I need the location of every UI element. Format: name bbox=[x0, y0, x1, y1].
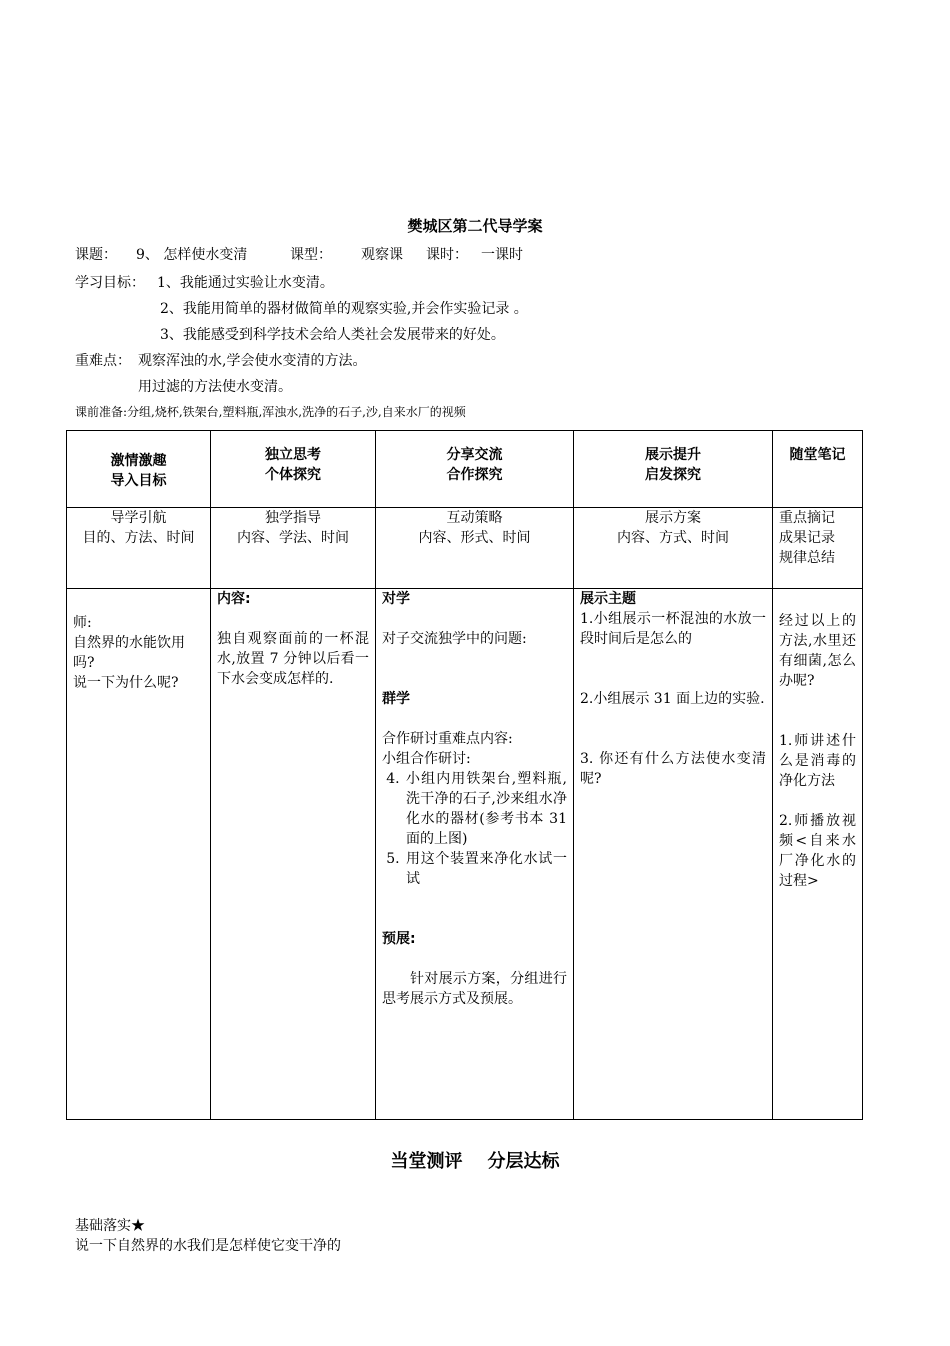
body-cell-3 bbox=[376, 589, 574, 1120]
hours-label: 课时： bbox=[426, 247, 468, 263]
note-1: 1.师讲述什么是消毒的净化方法 bbox=[779, 733, 856, 789]
subheader-4-line-1: 展示方案 bbox=[645, 510, 701, 526]
subheader-3-line-2: 内容、形式、时间 bbox=[418, 530, 531, 546]
body-cell-4 bbox=[574, 589, 773, 1120]
preview-text: 针对展示方案，分组进行思考展示方式及预展。 bbox=[382, 971, 567, 1007]
lesson-table bbox=[66, 430, 863, 1120]
subheader-1-line-2: 目的、方法、时间 bbox=[82, 530, 195, 546]
group-task-list bbox=[382, 769, 567, 889]
topic-label: 课题： bbox=[75, 247, 117, 263]
subheader-2-line-2: 内容、学法、时间 bbox=[237, 530, 349, 546]
goals-label: 学习目标： bbox=[75, 275, 145, 291]
body-cell-1 bbox=[67, 589, 211, 1120]
type-value: 观察课 bbox=[361, 247, 403, 263]
header-1-line-2: 导入目标 bbox=[110, 473, 167, 489]
key-point-1: 观察浑浊的水,学会使水变清的方法。 bbox=[138, 353, 367, 369]
subheader-cell-4 bbox=[574, 508, 773, 589]
question-why: 说一下为什么呢? bbox=[73, 675, 179, 691]
subheader-5-line-1: 重点摘记 bbox=[779, 510, 835, 526]
show-topic-label: 展示主题 bbox=[580, 591, 636, 607]
assessment-question: 说一下自然界的水我们是怎样使它变干净的 bbox=[75, 1238, 341, 1254]
header-cell-3 bbox=[376, 431, 574, 508]
goal-2: 2、我能用简单的器材做简单的观察实验,并会作实验记录 。 bbox=[160, 301, 528, 317]
subheader-cell-1 bbox=[67, 508, 211, 589]
topic-value: 9、 怎样使水变清 bbox=[136, 247, 248, 263]
show-item-2: 2.小组展示 31 面上边的实验. bbox=[580, 691, 765, 707]
group-study-label: 群学 bbox=[382, 691, 410, 707]
show-item-1: 1.小组展示一杯混浊的水放一段时间后是怎么的 bbox=[580, 611, 766, 647]
group-intro-1: 合作研讨重难点内容: bbox=[382, 731, 513, 747]
key-label: 重难点： bbox=[75, 353, 131, 369]
note-2: 2.师播放视频<自来水厂净化水的过程> bbox=[779, 813, 856, 889]
show-item-3: 3. 你还有什么方法使水变清呢? bbox=[580, 751, 766, 787]
header-2-line-1: 独立思考 bbox=[265, 447, 321, 463]
header-5-line-1: 随堂笔记 bbox=[789, 447, 846, 463]
list-item: 4. 小组内用铁架台,塑料瓶,洗干净的石子,沙来组水净化水的器材(参考书本 31 面的上图) bbox=[404, 769, 567, 849]
body-cell-5 bbox=[773, 589, 863, 1120]
note-question: 经过以上的方法,水里还有细菌,怎么办呢? bbox=[779, 613, 856, 689]
question-drinkable: 自然界的水能饮用吗? bbox=[73, 635, 185, 671]
header-1-line-1: 激情激趣 bbox=[110, 453, 167, 469]
page-title: 樊城区第二代导学案 bbox=[407, 217, 543, 235]
prep-line: 课前准备:分组,烧杯,铁架台,塑料瓶,浑浊水,洗净的石子,沙,自来水厂的视频 bbox=[75, 405, 466, 419]
goal-3: 3、我能感受到科学技术会给人类社会发展带来的好处。 bbox=[160, 327, 505, 343]
subheader-5-line-2: 成果记录 bbox=[779, 530, 835, 546]
list-item: 5. 用这个装置来净化水试一试 bbox=[404, 849, 567, 889]
group-intro-2: 小组合作研讨: bbox=[382, 751, 471, 767]
table-header-row bbox=[67, 431, 863, 508]
pair-study-label: 对学 bbox=[382, 591, 410, 607]
subheader-cell-5 bbox=[773, 508, 863, 589]
header-cell-2 bbox=[211, 431, 376, 508]
table-body-row bbox=[67, 589, 863, 1120]
subheader-cell-3 bbox=[376, 508, 574, 589]
table-subheader-row bbox=[67, 508, 863, 589]
header-cell-4 bbox=[574, 431, 773, 508]
body-cell-2 bbox=[211, 589, 376, 1120]
subheader-cell-2 bbox=[211, 508, 376, 589]
goal-1: 1、我能通过实验让水变清。 bbox=[157, 275, 334, 291]
type-label: 课型： bbox=[290, 247, 332, 263]
subheader-5-line-3: 规律总结 bbox=[779, 550, 835, 566]
header-3-line-2: 合作探究 bbox=[446, 467, 503, 483]
teacher-label: 师: bbox=[73, 615, 92, 631]
preview-label: 预展: bbox=[382, 931, 416, 947]
header-4-line-1: 展示提升 bbox=[645, 447, 701, 463]
header-3-line-1: 分享交流 bbox=[446, 447, 503, 463]
subheader-4-line-2: 内容、方式、时间 bbox=[617, 530, 729, 546]
header-4-line-2: 启发探究 bbox=[645, 467, 701, 483]
content-label: 内容: bbox=[217, 591, 251, 607]
key-point-2: 用过滤的方法使水变清。 bbox=[138, 379, 292, 395]
header-cell-1 bbox=[67, 431, 211, 508]
assessment-title: 当堂测评 分层达标 bbox=[390, 1151, 560, 1172]
header-cell-5 bbox=[773, 431, 863, 508]
subheader-1-line-1: 导学引航 bbox=[110, 510, 167, 526]
hours-value: 一课时 bbox=[481, 247, 523, 263]
assessment-level: 基础落实★ bbox=[75, 1218, 145, 1234]
pair-study-text: 对子交流独学中的问题: bbox=[382, 631, 527, 647]
self-study-text: 独自观察面前的一杯混水,放置 7 分钟以后看一下水会变成怎样的. bbox=[217, 631, 369, 687]
header-2-line-2: 个体探究 bbox=[265, 467, 321, 483]
subheader-3-line-1: 互动策略 bbox=[446, 510, 503, 526]
subheader-2-line-1: 独学指导 bbox=[265, 510, 321, 526]
